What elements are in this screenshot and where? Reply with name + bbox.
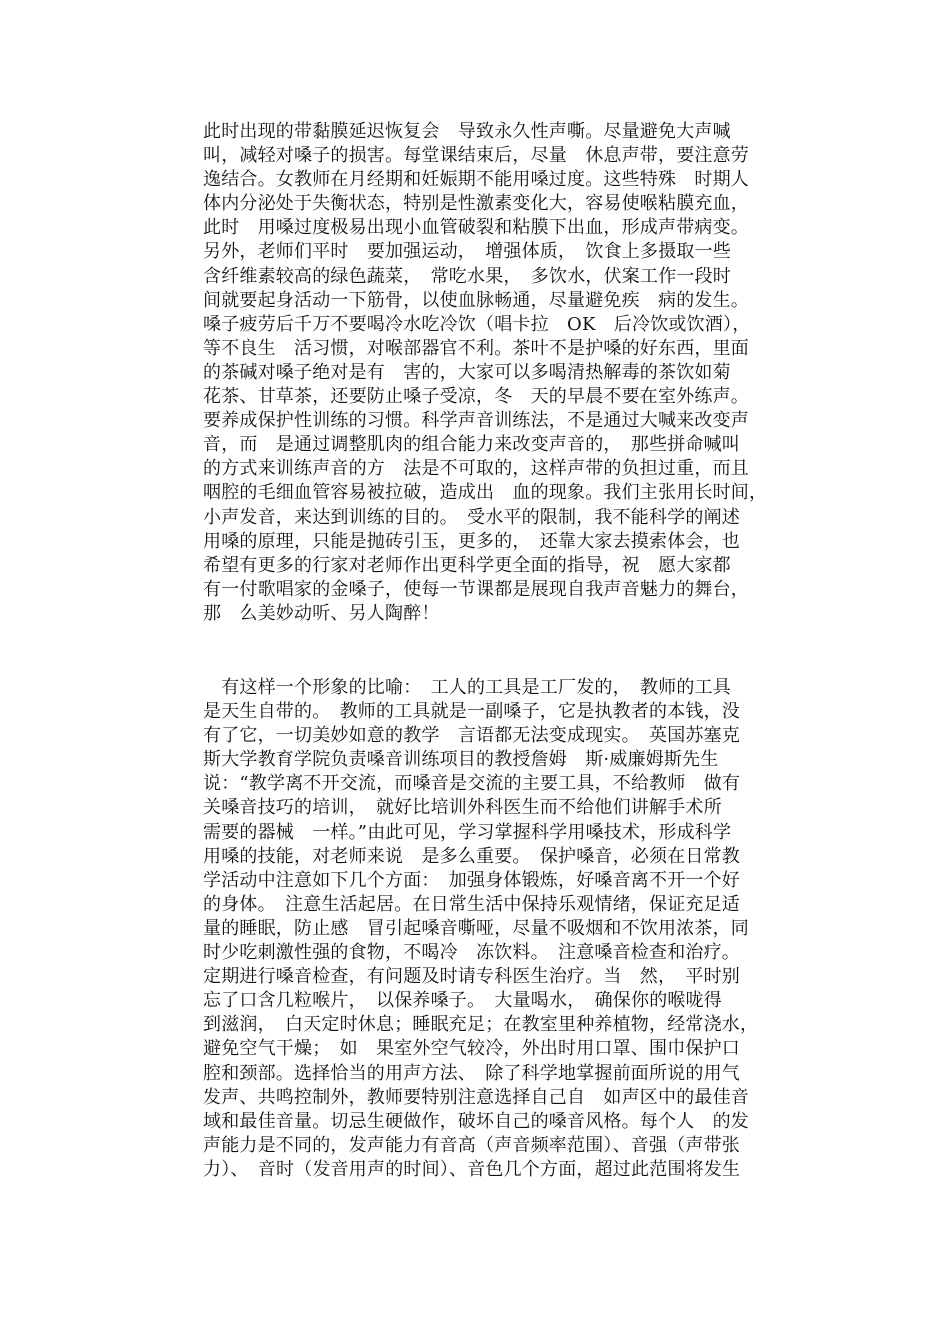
text-line: 时少吃刺激性强的食物，不喝冷 冻饮料。 注意嗓音检查和治疗。 [203,942,740,964]
text-line: 域和最佳音量。切忌生硬做作，破坏自己的嗓音风格。每个人 的发 [203,1110,749,1132]
text-line: 斯大学教育学院负责嗓音训练项目的教授詹姆 斯·威廉姆斯先生 [203,749,719,771]
text-line: 避免空气干燥； 如 果室外空气较冷，外出时用口罩、围巾保护口 [203,1038,740,1060]
text-line: 关嗓音技巧的培训， 就好比培训外科医生而不给他们讲解手术所 [203,797,722,819]
text-line: 需要的器械 一样。”由此可见，学习掌握科学用嗓技术，形成科学 [203,821,732,843]
text-line: 学活动中注意如下几个方面： 加强身体锻炼，好嗓音离不开一个好 [203,869,740,891]
text-line: 有一付歌唱家的金嗓子，使每一节课都是展现自我声音魅力的舞台， [203,578,749,600]
text-line: 嗓子疲劳后千万不要喝冷水吃冷饮（唱卡拉 OK 后冷饮或饮酒）， [203,313,751,335]
text-line: 希望有更多的行家对老师作出更科学更全面的指导，祝 愿大家都 [203,554,731,576]
text-line: 到滋润， 白天定时休息；睡眠充足；在教室里种养植物，经常浇水， [203,1014,759,1036]
text-line: 等不良生 活习惯，对喉部器官不利。茶叶不是护嗓的好东西，里面 [203,337,749,359]
text-line: 声能力是不同的，发声能力有音高（声音频率范围）、音强（声带张 [203,1134,740,1156]
text-line: 发声、共鸣控制外，教师要特别注意选择自己自 如声区中的最佳音 [203,1086,749,1108]
text-line: 忘了口含几粒喉片， 以保养嗓子。 大量喝水， 确保你的喉咙得 [203,990,722,1012]
paragraph-voice-importance [203,676,803,1182]
text-line: 说：“教学离不开交流，而嗓音是交流的主要工具，不给教师 做有 [203,773,741,795]
text-line: 量的睡眠，防止感 冒引起嗓音嘶哑，尽量不吸烟和不饮用浓茶，同 [203,917,749,939]
text-line: 力）、 音时（发音用声的时间）、音色几个方面，超过此范围将发生 [203,1158,741,1180]
text-line: 是天生自带的。 教师的工具就是一副嗓子，它是执教者的本钱，没 [203,701,740,723]
text-line: 有了它，一切美妙如意的教学 言语都无法变成现实。 英国苏塞克 [203,725,740,747]
text-line: 的方式来训练声音的方 法是不可取的，这样声带的负担过重，而且 [203,458,749,480]
text-line: 腔和颈部。选择恰当的用声方法、 除了科学地掌握前面所说的用气 [203,1062,740,1084]
text-line: 小声发音，来达到训练的目的。 受水平的限制，我不能科学的阐述 [203,506,740,528]
text-line: 体内分泌处于失衡状态，特别是性激素变化大，容易使喉粘膜充血， [203,193,749,215]
text-line: 的茶碱对嗓子绝对是有 害的，大家可以多喝清热解毒的茶饮如菊 [203,361,731,383]
text-line: 逸结合。女教师在月经期和妊娠期不能用嗓过度。这些特殊 时期人 [203,169,749,191]
text-line: 用嗓的原理，只能是抛砖引玉，更多的， 还靠大家去摸索体会，也 [203,530,740,552]
text-line: 定期进行嗓音检查，有问题及时请专科医生治疗。当 然， 平时别 [203,966,740,988]
text-line: 用嗓的技能，对老师来说 是多么重要。 保护嗓音，必须在日常教 [203,845,740,867]
text-line: 此时出现的带黏膜延迟恢复会 导致永久性声嘶。尽量避免大声喊 [203,121,731,142]
text-line: 音，而 是通过调整肌肉的组合能力来改变声音的， 那些拼命喊叫 [203,434,740,456]
text-line: 另外，老师们平时 要加强运动， 增强体质， 饮食上多摄取一些 [203,241,731,263]
text-line: 叫，减轻对嗓子的损害。每堂课结束后，尽量 休息声带，要注意劳 [203,145,749,167]
text-line: 花茶、甘草茶，还要防止嗓子受凉，冬 天的早晨不要在室外练声。 [203,386,749,408]
paragraph-voice-care-tips [203,120,803,626]
text-line: 咽腔的毛细血管容易被拉破，造成出 血的现象。我们主张用长时间， [203,482,768,504]
text-line: 含纤维素较高的绿色蔬菜， 常吃水果， 多饮水，伏案工作一段时 [203,265,731,287]
text-line: 那 么美妙动听、另人陶醉！ [203,602,440,624]
text-line: 有这样一个形象的比喻： 工人的工具是工厂发的， 教师的工具 [203,677,731,698]
text-line: 间就要起身活动一下筋骨，以使血脉畅通，尽量避免疾 病的发生。 [203,289,749,311]
text-line: 此时 用嗓过度极易出现小血管破裂和粘膜下出血，形成声带病变。 [203,217,749,239]
text-line: 要养成保护性训练的习惯。科学声音训练法，不是通过大喊来改变声 [203,410,749,432]
text-line: 的身体。 注意生活起居。在日常生活中保持乐观情绪，保证充足适 [203,893,740,915]
